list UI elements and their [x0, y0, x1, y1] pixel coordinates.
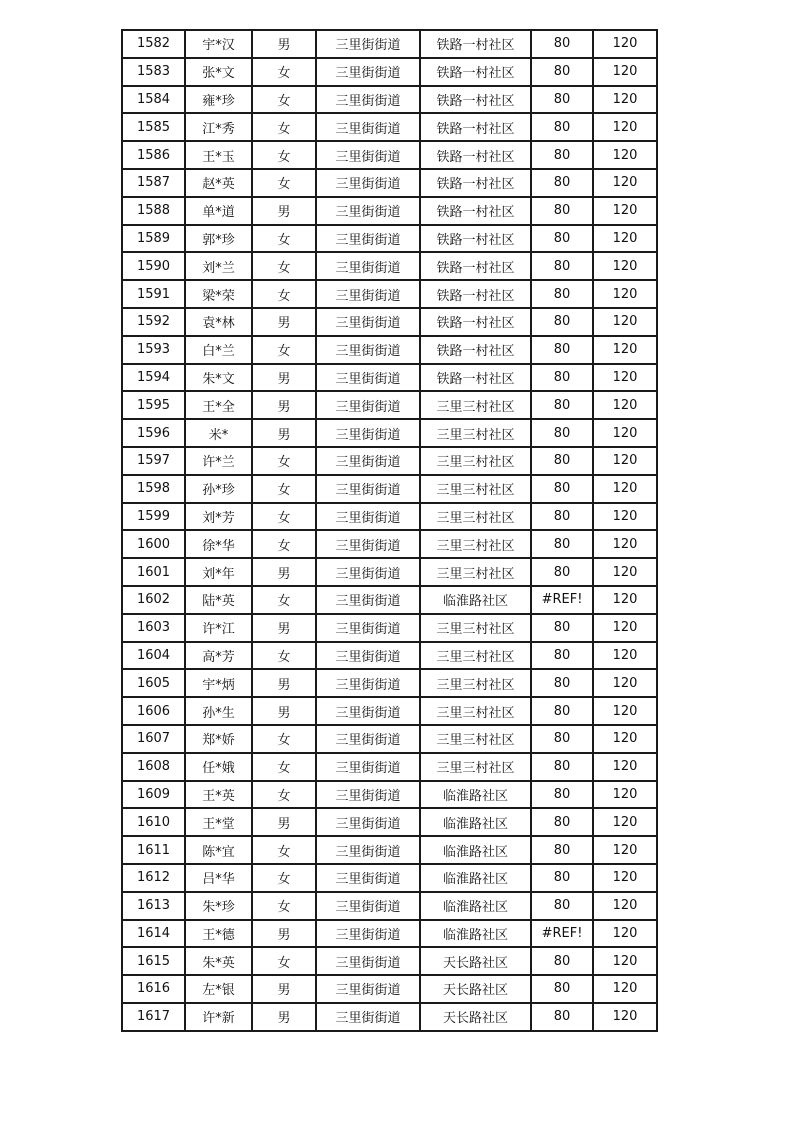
amount-cell: 80 [531, 669, 593, 697]
row-id-cell: 1587 [122, 169, 185, 197]
table-row [122, 947, 657, 975]
total-cell: 120 [593, 419, 657, 447]
gender-cell: 男 [252, 975, 316, 1003]
gender-cell: 男 [252, 364, 316, 392]
amount-cell: 80 [531, 197, 593, 225]
street-cell: 三里街街道 [316, 947, 420, 975]
name-cell: 许*江 [185, 614, 252, 642]
row-id-cell: 1605 [122, 669, 185, 697]
total-cell: 120 [593, 280, 657, 308]
name-cell: 朱*文 [185, 364, 252, 392]
table-row [122, 86, 657, 114]
amount-cell: 80 [531, 475, 593, 503]
gender-cell: 女 [252, 252, 316, 280]
total-cell: 120 [593, 725, 657, 753]
gender-cell: 男 [252, 669, 316, 697]
name-cell: 左*银 [185, 975, 252, 1003]
table-row [122, 725, 657, 753]
gender-cell: 女 [252, 892, 316, 920]
total-cell: 120 [593, 669, 657, 697]
gender-cell: 男 [252, 558, 316, 586]
row-id-cell: 1616 [122, 975, 185, 1003]
table-row [122, 892, 657, 920]
amount-cell: 80 [531, 225, 593, 253]
street-cell: 三里街街道 [316, 753, 420, 781]
total-cell: 120 [593, 336, 657, 364]
gender-cell: 男 [252, 1003, 316, 1031]
street-cell: 三里街街道 [316, 391, 420, 419]
amount-cell: 80 [531, 808, 593, 836]
row-id-cell: 1609 [122, 781, 185, 809]
street-cell: 三里街街道 [316, 530, 420, 558]
gender-cell: 女 [252, 725, 316, 753]
amount-cell: 80 [531, 558, 593, 586]
street-cell: 三里街街道 [316, 864, 420, 892]
name-cell: 徐*华 [185, 530, 252, 558]
community-cell: 三里三村社区 [420, 391, 531, 419]
street-cell: 三里街街道 [316, 197, 420, 225]
gender-cell: 女 [252, 753, 316, 781]
amount-cell: 80 [531, 614, 593, 642]
table-row [122, 308, 657, 336]
community-cell: 铁路一村社区 [420, 225, 531, 253]
community-cell: 三里三村社区 [420, 725, 531, 753]
table-row [122, 558, 657, 586]
total-cell: 120 [593, 391, 657, 419]
amount-cell: 80 [531, 336, 593, 364]
row-id-cell: 1596 [122, 419, 185, 447]
row-id-cell: 1603 [122, 614, 185, 642]
community-cell: 铁路一村社区 [420, 86, 531, 114]
gender-cell: 女 [252, 113, 316, 141]
gender-cell: 男 [252, 419, 316, 447]
total-cell: 120 [593, 1003, 657, 1031]
street-cell: 三里街街道 [316, 892, 420, 920]
name-cell: 吕*华 [185, 864, 252, 892]
amount-cell: 80 [531, 975, 593, 1003]
community-cell: 临淮路社区 [420, 836, 531, 864]
total-cell: 120 [593, 252, 657, 280]
name-cell: 任*娥 [185, 753, 252, 781]
table-row [122, 252, 657, 280]
row-id-cell: 1602 [122, 586, 185, 614]
row-id-cell: 1600 [122, 530, 185, 558]
community-cell: 三里三村社区 [420, 614, 531, 642]
community-cell: 三里三村社区 [420, 530, 531, 558]
table-row [122, 419, 657, 447]
amount-cell: 80 [531, 169, 593, 197]
street-cell: 三里街街道 [316, 447, 420, 475]
total-cell: 120 [593, 503, 657, 531]
community-cell: 临淮路社区 [420, 892, 531, 920]
community-cell: 铁路一村社区 [420, 58, 531, 86]
name-cell: 孙*珍 [185, 475, 252, 503]
table-row [122, 975, 657, 1003]
street-cell: 三里街街道 [316, 280, 420, 308]
name-cell: 王*全 [185, 391, 252, 419]
row-id-cell: 1595 [122, 391, 185, 419]
street-cell: 三里街街道 [316, 30, 420, 58]
amount-cell: 80 [531, 141, 593, 169]
name-cell: 刘*兰 [185, 252, 252, 280]
name-cell: 刘*芳 [185, 503, 252, 531]
street-cell: 三里街街道 [316, 364, 420, 392]
street-cell: 三里街街道 [316, 169, 420, 197]
street-cell: 三里街街道 [316, 586, 420, 614]
community-cell: 临淮路社区 [420, 920, 531, 948]
street-cell: 三里街街道 [316, 252, 420, 280]
table-row [122, 30, 657, 58]
community-cell: 三里三村社区 [420, 447, 531, 475]
table-row [122, 530, 657, 558]
total-cell: 120 [593, 86, 657, 114]
name-cell: 陈*宜 [185, 836, 252, 864]
amount-cell: 80 [531, 947, 593, 975]
street-cell: 三里街街道 [316, 781, 420, 809]
total-cell: 120 [593, 141, 657, 169]
table-row [122, 808, 657, 836]
row-id-cell: 1585 [122, 113, 185, 141]
table-row [122, 364, 657, 392]
row-id-cell: 1613 [122, 892, 185, 920]
name-cell: 王*玉 [185, 141, 252, 169]
gender-cell: 女 [252, 836, 316, 864]
total-cell: 120 [593, 753, 657, 781]
table-row [122, 141, 657, 169]
amount-cell: 80 [531, 391, 593, 419]
street-cell: 三里街街道 [316, 86, 420, 114]
table-row [122, 503, 657, 531]
row-id-cell: 1588 [122, 197, 185, 225]
row-id-cell: 1610 [122, 808, 185, 836]
table-row [122, 753, 657, 781]
name-cell: 张*文 [185, 58, 252, 86]
street-cell: 三里街街道 [316, 558, 420, 586]
amount-cell: 80 [531, 419, 593, 447]
community-cell: 三里三村社区 [420, 503, 531, 531]
gender-cell: 女 [252, 642, 316, 670]
amount-cell: 80 [531, 1003, 593, 1031]
amount-cell: 80 [531, 58, 593, 86]
gender-cell: 女 [252, 947, 316, 975]
table-row [122, 697, 657, 725]
row-id-cell: 1615 [122, 947, 185, 975]
row-id-cell: 1582 [122, 30, 185, 58]
total-cell: 120 [593, 781, 657, 809]
row-id-cell: 1604 [122, 642, 185, 670]
row-id-cell: 1586 [122, 141, 185, 169]
gender-cell: 男 [252, 614, 316, 642]
community-cell: 铁路一村社区 [420, 308, 531, 336]
community-cell: 铁路一村社区 [420, 336, 531, 364]
community-cell: 天长路社区 [420, 947, 531, 975]
community-cell: 三里三村社区 [420, 753, 531, 781]
street-cell: 三里街街道 [316, 58, 420, 86]
community-cell: 三里三村社区 [420, 419, 531, 447]
amount-cell: 80 [531, 503, 593, 531]
table-row [122, 614, 657, 642]
street-cell: 三里街街道 [316, 614, 420, 642]
community-cell: 铁路一村社区 [420, 280, 531, 308]
row-id-cell: 1599 [122, 503, 185, 531]
table-row [122, 1003, 657, 1031]
street-cell: 三里街街道 [316, 225, 420, 253]
gender-cell: 男 [252, 308, 316, 336]
name-cell: 米* [185, 419, 252, 447]
gender-cell: 女 [252, 447, 316, 475]
roster-table-body [122, 30, 657, 1031]
name-cell: 王*德 [185, 920, 252, 948]
table-row [122, 781, 657, 809]
amount-cell: 80 [531, 364, 593, 392]
street-cell: 三里街街道 [316, 503, 420, 531]
street-cell: 三里街街道 [316, 308, 420, 336]
community-cell: 三里三村社区 [420, 475, 531, 503]
total-cell: 120 [593, 308, 657, 336]
amount-cell: 80 [531, 308, 593, 336]
community-cell: 铁路一村社区 [420, 364, 531, 392]
amount-cell: 80 [531, 30, 593, 58]
total-cell: 120 [593, 697, 657, 725]
amount-cell: #REF! [531, 586, 593, 614]
community-cell: 铁路一村社区 [420, 30, 531, 58]
total-cell: 120 [593, 864, 657, 892]
name-cell: 白*兰 [185, 336, 252, 364]
name-cell: 许*新 [185, 1003, 252, 1031]
name-cell: 朱*英 [185, 947, 252, 975]
row-id-cell: 1590 [122, 252, 185, 280]
name-cell: 单*道 [185, 197, 252, 225]
row-id-cell: 1597 [122, 447, 185, 475]
community-cell: 铁路一村社区 [420, 252, 531, 280]
amount-cell: 80 [531, 725, 593, 753]
street-cell: 三里街街道 [316, 669, 420, 697]
amount-cell: 80 [531, 280, 593, 308]
gender-cell: 女 [252, 141, 316, 169]
table-row [122, 586, 657, 614]
total-cell: 120 [593, 558, 657, 586]
gender-cell: 男 [252, 920, 316, 948]
amount-cell: 80 [531, 447, 593, 475]
row-id-cell: 1592 [122, 308, 185, 336]
name-cell: 袁*林 [185, 308, 252, 336]
gender-cell: 女 [252, 280, 316, 308]
total-cell: 120 [593, 364, 657, 392]
amount-cell: 80 [531, 252, 593, 280]
gender-cell: 男 [252, 30, 316, 58]
total-cell: 120 [593, 614, 657, 642]
total-cell: 120 [593, 947, 657, 975]
name-cell: 江*秀 [185, 113, 252, 141]
row-id-cell: 1611 [122, 836, 185, 864]
name-cell: 许*兰 [185, 447, 252, 475]
table-row [122, 197, 657, 225]
community-cell: 铁路一村社区 [420, 141, 531, 169]
total-cell: 120 [593, 475, 657, 503]
name-cell: 王*堂 [185, 808, 252, 836]
table-row [122, 113, 657, 141]
table-row [122, 336, 657, 364]
name-cell: 刘*年 [185, 558, 252, 586]
total-cell: 120 [593, 892, 657, 920]
table-row [122, 920, 657, 948]
street-cell: 三里街街道 [316, 920, 420, 948]
table-row [122, 391, 657, 419]
table-row [122, 669, 657, 697]
row-id-cell: 1607 [122, 725, 185, 753]
amount-cell: 80 [531, 753, 593, 781]
total-cell: 120 [593, 113, 657, 141]
row-id-cell: 1612 [122, 864, 185, 892]
street-cell: 三里街街道 [316, 141, 420, 169]
community-cell: 天长路社区 [420, 1003, 531, 1031]
table-row [122, 475, 657, 503]
amount-cell: 80 [531, 892, 593, 920]
gender-cell: 女 [252, 781, 316, 809]
total-cell: 120 [593, 58, 657, 86]
gender-cell: 女 [252, 58, 316, 86]
street-cell: 三里街街道 [316, 975, 420, 1003]
gender-cell: 男 [252, 197, 316, 225]
gender-cell: 男 [252, 391, 316, 419]
gender-cell: 女 [252, 336, 316, 364]
amount-cell: #REF! [531, 920, 593, 948]
row-id-cell: 1594 [122, 364, 185, 392]
name-cell: 雍*珍 [185, 86, 252, 114]
amount-cell: 80 [531, 86, 593, 114]
street-cell: 三里街街道 [316, 725, 420, 753]
name-cell: 郑*娇 [185, 725, 252, 753]
gender-cell: 女 [252, 86, 316, 114]
table-row [122, 225, 657, 253]
community-cell: 铁路一村社区 [420, 197, 531, 225]
table-row [122, 447, 657, 475]
table-row [122, 280, 657, 308]
total-cell: 120 [593, 920, 657, 948]
name-cell: 郭*珍 [185, 225, 252, 253]
row-id-cell: 1601 [122, 558, 185, 586]
table-row [122, 864, 657, 892]
total-cell: 120 [593, 586, 657, 614]
total-cell: 120 [593, 530, 657, 558]
community-cell: 三里三村社区 [420, 558, 531, 586]
street-cell: 三里街街道 [316, 113, 420, 141]
amount-cell: 80 [531, 781, 593, 809]
name-cell: 宇*炳 [185, 669, 252, 697]
row-id-cell: 1584 [122, 86, 185, 114]
community-cell: 天长路社区 [420, 975, 531, 1003]
name-cell: 孙*生 [185, 697, 252, 725]
row-id-cell: 1617 [122, 1003, 185, 1031]
community-cell: 临淮路社区 [420, 781, 531, 809]
row-id-cell: 1598 [122, 475, 185, 503]
name-cell: 朱*珍 [185, 892, 252, 920]
gender-cell: 男 [252, 697, 316, 725]
street-cell: 三里街街道 [316, 475, 420, 503]
amount-cell: 80 [531, 836, 593, 864]
name-cell: 宇*汉 [185, 30, 252, 58]
amount-cell: 80 [531, 697, 593, 725]
table-row [122, 642, 657, 670]
community-cell: 临淮路社区 [420, 808, 531, 836]
gender-cell: 女 [252, 475, 316, 503]
gender-cell: 女 [252, 864, 316, 892]
community-cell: 三里三村社区 [420, 669, 531, 697]
name-cell: 梁*荣 [185, 280, 252, 308]
community-cell: 三里三村社区 [420, 642, 531, 670]
row-id-cell: 1608 [122, 753, 185, 781]
row-id-cell: 1591 [122, 280, 185, 308]
amount-cell: 80 [531, 530, 593, 558]
amount-cell: 80 [531, 864, 593, 892]
street-cell: 三里街街道 [316, 836, 420, 864]
total-cell: 120 [593, 169, 657, 197]
total-cell: 120 [593, 975, 657, 1003]
table-row [122, 58, 657, 86]
gender-cell: 男 [252, 808, 316, 836]
table-row [122, 169, 657, 197]
amount-cell: 80 [531, 642, 593, 670]
row-id-cell: 1583 [122, 58, 185, 86]
total-cell: 120 [593, 225, 657, 253]
total-cell: 120 [593, 836, 657, 864]
total-cell: 120 [593, 808, 657, 836]
name-cell: 高*芳 [185, 642, 252, 670]
community-cell: 临淮路社区 [420, 586, 531, 614]
community-cell: 铁路一村社区 [420, 169, 531, 197]
community-cell: 临淮路社区 [420, 864, 531, 892]
row-id-cell: 1593 [122, 336, 185, 364]
row-id-cell: 1589 [122, 225, 185, 253]
table-row [122, 836, 657, 864]
street-cell: 三里街街道 [316, 1003, 420, 1031]
total-cell: 120 [593, 197, 657, 225]
gender-cell: 女 [252, 503, 316, 531]
total-cell: 120 [593, 447, 657, 475]
total-cell: 120 [593, 642, 657, 670]
street-cell: 三里街街道 [316, 697, 420, 725]
community-cell: 铁路一村社区 [420, 113, 531, 141]
roster-table [121, 29, 658, 1032]
gender-cell: 女 [252, 530, 316, 558]
street-cell: 三里街街道 [316, 642, 420, 670]
row-id-cell: 1606 [122, 697, 185, 725]
street-cell: 三里街街道 [316, 419, 420, 447]
community-cell: 三里三村社区 [420, 697, 531, 725]
name-cell: 赵*英 [185, 169, 252, 197]
gender-cell: 女 [252, 586, 316, 614]
gender-cell: 女 [252, 225, 316, 253]
street-cell: 三里街街道 [316, 808, 420, 836]
gender-cell: 女 [252, 169, 316, 197]
total-cell: 120 [593, 30, 657, 58]
name-cell: 王*英 [185, 781, 252, 809]
name-cell: 陆*英 [185, 586, 252, 614]
row-id-cell: 1614 [122, 920, 185, 948]
amount-cell: 80 [531, 113, 593, 141]
street-cell: 三里街街道 [316, 336, 420, 364]
